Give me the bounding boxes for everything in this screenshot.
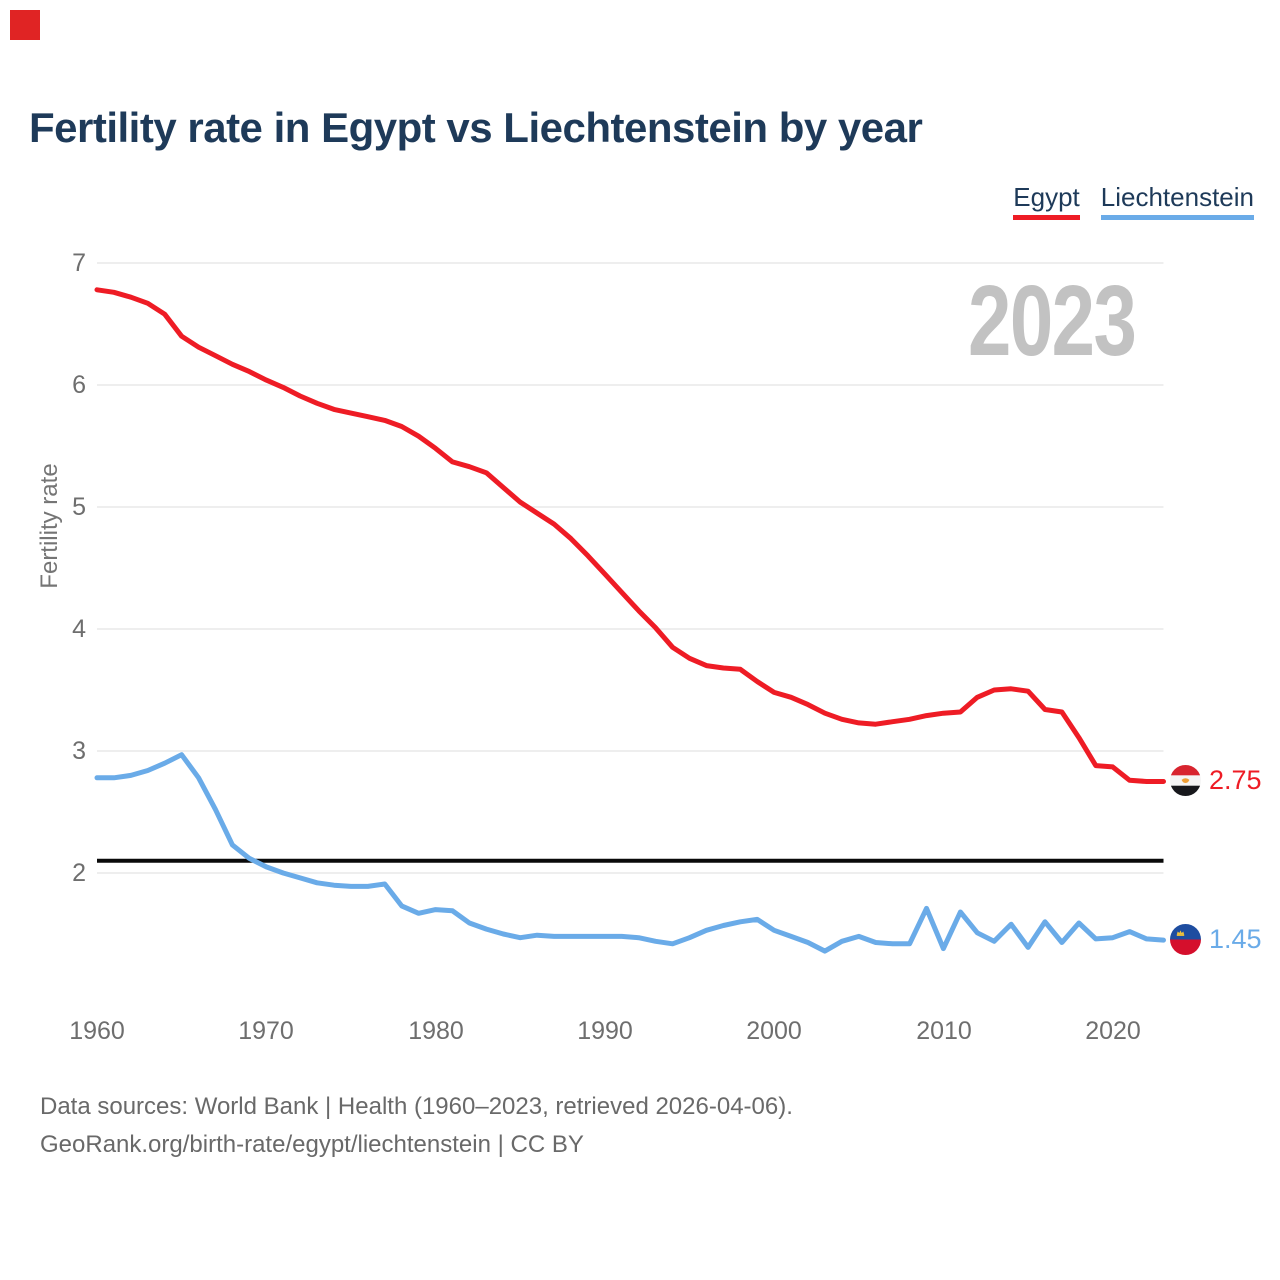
- footer-sources: Data sources: World Bank | Health (1960–2023, retrieved 2026-04-06).: [40, 1093, 793, 1120]
- x-tick-label: 1960: [69, 1017, 125, 1045]
- page-title: Fertility rate in Egypt vs Liechtenstein by year: [29, 104, 923, 151]
- egypt-end-value: 2.75: [1209, 765, 1262, 795]
- egypt-line: [97, 290, 1164, 782]
- egypt-flag-icon: [1170, 765, 1201, 796]
- legend-item-egypt[interactable]: Egypt: [1013, 182, 1080, 220]
- y-tick-label: 3: [72, 737, 86, 765]
- x-tick-label: 2020: [1085, 1017, 1141, 1045]
- liechtenstein-flag-icon: [1170, 924, 1201, 955]
- y-tick-label: 7: [72, 249, 86, 277]
- legend-item-liechtenstein[interactable]: Liechtenstein: [1101, 182, 1254, 220]
- x-tick-label: 1990: [577, 1017, 633, 1045]
- footer: [40, 1088, 793, 1164]
- liechtenstein-end-label: [1170, 924, 1262, 955]
- y-tick-label: 5: [72, 493, 86, 521]
- liechtenstein-end-value: 1.45: [1209, 924, 1262, 954]
- year-watermark: 2023: [968, 265, 1136, 377]
- y-axis-label: Fertility rate: [36, 463, 63, 589]
- x-tick-label: 1970: [238, 1017, 294, 1045]
- egypt-end-label: [1170, 765, 1262, 796]
- footer-attribution: GeoRank.org/birth-rate/egypt/liechtenstein | CC BY: [40, 1131, 584, 1158]
- x-tick-label: 2010: [916, 1017, 972, 1045]
- y-tick-label: 6: [72, 371, 86, 399]
- y-tick-label: 2: [72, 859, 86, 887]
- y-tick-label: 4: [72, 615, 86, 643]
- x-tick-label: 2000: [746, 1017, 802, 1045]
- x-tick-label: 1980: [408, 1017, 464, 1045]
- liechtenstein-line: [97, 755, 1164, 951]
